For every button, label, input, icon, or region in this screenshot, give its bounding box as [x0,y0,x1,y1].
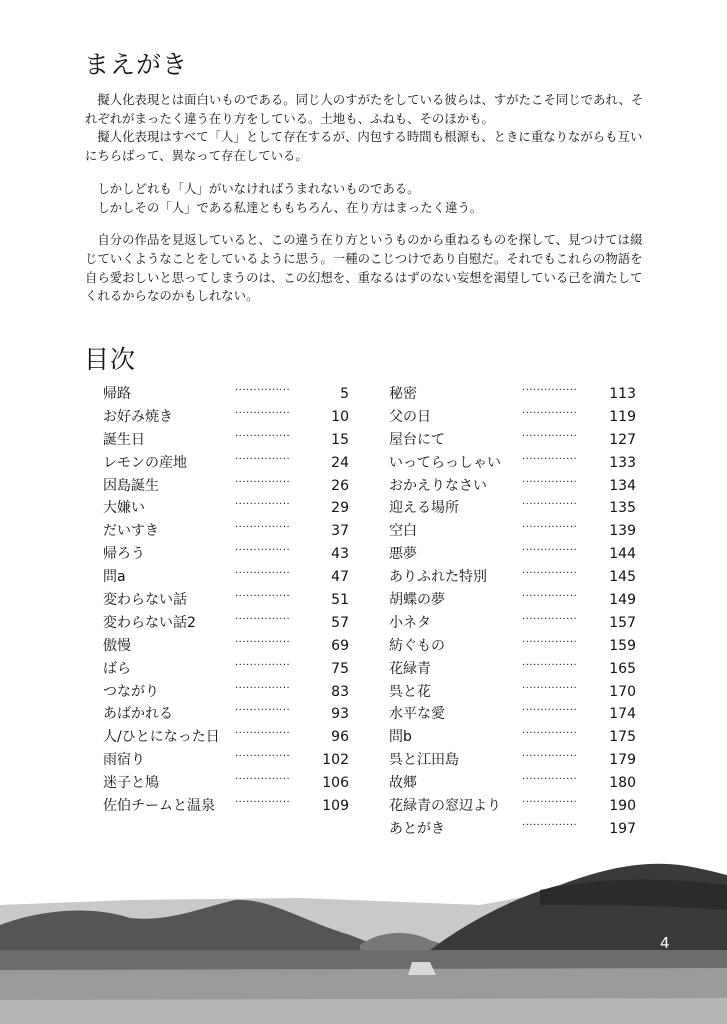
page-number: 4 [660,934,670,952]
toc-entry-title: 水平な愛 [389,706,445,723]
toc-leader-dots: ··············· [522,819,578,831]
preface-title: まえがき [84,50,189,79]
toc-entry-page: 57 [331,614,349,631]
toc-entry-page: 175 [609,729,636,746]
toc-leader-dots: ··············· [235,568,291,580]
toc-entry-page: 5 [340,386,349,402]
toc-entry-page: 83 [331,683,349,700]
toc-entry-title: 呉と江田島 [389,752,459,769]
preface-line: れぞれがまったく違う在り方をしている。土地も、ふねも、そのほかも。 [85,110,494,126]
toc-entry-title: 大嫌い [103,500,145,517]
toc-entry-page: 47 [331,569,349,586]
toc-leader-dots: ··············· [235,545,291,557]
toc-entry-page: 135 [609,500,636,517]
toc-leader-dots: ··············· [522,522,578,534]
toc-entry-title: 問a [103,569,126,586]
toc-leader-dots: ··············· [522,797,578,809]
toc-leader-dots: ··············· [522,659,578,671]
toc-entry-page: 139 [609,523,636,540]
toc-entry-title: 変わらない話2 [103,614,196,631]
toc-entry-title: 傲慢 [103,637,131,654]
toc-entry-page: 37 [331,523,349,540]
paragraph-gap [85,166,675,180]
toc-entry-page: 69 [331,637,349,654]
toc-leader-dots: ··············· [522,545,578,557]
toc-leader-dots: ··············· [522,430,578,442]
toc-entry-title: 変わらない話 [103,592,187,609]
toc-entry-title: おかえりなさい [389,477,487,494]
preface-line: しかしその「人」である私達とももちろん、在り方はまったく違う。 [85,199,483,215]
toc-entry-title: 呉と花 [389,683,431,700]
toc-leader-dots: ··············· [522,568,578,580]
toc-entry-page: 174 [609,706,636,723]
toc-entry-page: 24 [331,454,349,471]
toc-entry-page: 165 [609,660,636,677]
toc-entry-title: 花緑青 [389,660,431,677]
preface-line: 自分の作品を見返していると、この違う在り方というものから重ねるものを探して、見つけては綴 [85,232,643,248]
toc-entry-page: 26 [331,477,349,494]
toc-leader-dots: ··············· [522,453,578,465]
toc-leader-dots: ··············· [522,476,578,488]
toc-leader-dots: ··············· [235,522,291,534]
toc-entry-title: ばら [103,660,131,677]
toc-entry-page: 180 [609,775,636,792]
toc-entry-title: 迷子と鳩 [103,775,159,792]
toc-leader-dots: ··············· [235,636,291,648]
toc-entry-title: レモンの産地 [103,454,187,471]
toc-entry-title: 帰ろう [103,546,145,563]
toc-entry-title: 迎える場所 [389,500,459,517]
toc-entry-page: 149 [609,592,636,609]
toc-leader-dots: ··············· [235,682,291,694]
toc-leader-dots: ··············· [235,591,291,603]
toc-entry-title: ありふれた特別 [389,569,487,586]
toc-entry-title: 佐伯チームと温泉 [103,798,215,815]
preface-line: 擬人化表現はすべて「人」として存在するが、内包する時間も根源も、ときに重なりながらも互い [85,129,643,145]
toc-entry-page: 43 [331,546,349,563]
toc-entry-page: 133 [609,454,636,471]
toc-entry-page: 144 [609,546,636,563]
toc-leader-dots: ··············· [522,682,578,694]
toc-entry-page: 113 [609,386,636,402]
toc-entry-title: 胡蝶の夢 [389,592,445,609]
toc-entry-title: 問b [389,729,412,746]
toc-leader-dots: ··············· [235,430,291,442]
toc-entry-page: 170 [609,683,636,700]
preface-line: しかしどれも「人」がいなければうまれないものである。 [85,180,420,196]
toc-entry-title: 花緑青の窓辺より [389,798,501,815]
toc-leader-dots: ··············· [235,728,291,740]
toc-entry-title: 小ネタ [389,614,431,631]
toc-leader-dots: ··············· [235,613,291,625]
toc-entry-title: 故郷 [389,775,417,792]
toc-title: 目次 [84,345,137,374]
toc-leader-dots: ··············· [235,407,291,419]
toc-entry-title: 帰路 [103,386,131,402]
toc-entry-page: 93 [331,706,349,723]
toc-leader-dots: ··············· [522,613,578,625]
toc-entry-page: 134 [609,477,636,494]
toc-entry-title: だいすき [103,523,159,540]
toc-entry-page: 145 [609,569,636,586]
preface-line: くれるからなのかもしれない。 [85,288,259,304]
toc-leader-dots: ··············· [235,659,291,671]
toc-entry-title: 誕生日 [103,431,145,448]
toc-leader-dots: ··············· [235,705,291,717]
toc-entry-title: つながり [103,683,159,700]
toc-leader-dots: ··············· [235,453,291,465]
toc-entry-title: 因島誕生 [103,477,159,494]
toc-leader-dots: ··············· [522,407,578,419]
toc-leader-dots: ··············· [235,797,291,809]
toc-entry-title: 人/ひとになった日 [103,729,220,746]
toc-entry-page: 29 [331,500,349,517]
toc-entry-page: 109 [322,798,349,815]
toc-leader-dots: ··············· [522,499,578,511]
toc-entry-title: あばかれる [103,706,173,723]
toc-entry-page: 119 [609,408,636,425]
toc-leader-dots: ··············· [235,774,291,786]
preface-body [85,91,675,306]
toc-leader-dots: ··············· [235,499,291,511]
toc-entry-title: いってらっしゃい [389,454,501,471]
toc-entry-page: 127 [609,431,636,448]
preface-line: 擬人化表現とは面白いものである。同じ人のすがたをしている彼らは、すがたこそ同じであれ、そ [85,92,644,107]
toc-entry-title: 父の日 [389,408,431,425]
toc-leader-dots: ··············· [522,774,578,786]
toc-entry-title: 空白 [389,523,417,540]
toc-leader-dots: ··············· [522,591,578,603]
toc-entry-page: 51 [331,592,349,609]
paragraph-gap [85,217,675,231]
toc-entry-title: 紡ぐもの [389,637,445,654]
toc-entry-title: 秘密 [389,386,417,402]
toc-entry-title: 悪夢 [389,546,417,563]
toc-leader-dots: ··············· [235,385,291,396]
toc-leader-dots: ··············· [522,636,578,648]
toc-entry-page: 197 [609,820,636,837]
toc-leader-dots: ··············· [522,705,578,717]
toc-entry-title: あとがき [389,820,445,837]
toc-entry-page: 190 [609,798,636,815]
preface-line: 自ら愛おしいと思ってしまうのは、この幻想を、重なるはずのない妄想を渇望している己を満たして [85,269,643,285]
toc-entry-page: 106 [322,775,349,792]
preface-line: にちらばって、異なって存在している。 [85,148,308,164]
toc-leader-dots: ··············· [522,728,578,740]
toc-entry-page: 75 [331,660,349,677]
landscape-illustration [0,850,727,1024]
toc-entry-title: 雨宿り [103,752,145,769]
toc-leader-dots: ··············· [522,385,578,396]
toc-entry-page: 102 [322,752,349,769]
toc-entry-page: 96 [331,729,349,746]
toc-leader-dots: ··············· [522,751,578,763]
toc-leader-dots: ··············· [235,751,291,763]
toc-entry-title: お好み焼き [103,408,173,425]
toc-entry-page: 157 [609,614,636,631]
toc-entry-page: 15 [331,431,349,448]
preface-line: じていくようなことをしているように思う。一種のこじつけであり自慰だ。それでもこれらの物語を [85,250,643,266]
toc-leader-dots: ··············· [235,476,291,488]
toc-entry-page: 10 [331,408,349,425]
toc-entry-title: 屋台にて [389,431,445,448]
toc-entry-page: 159 [609,637,636,654]
toc-entry-page: 179 [609,752,636,769]
